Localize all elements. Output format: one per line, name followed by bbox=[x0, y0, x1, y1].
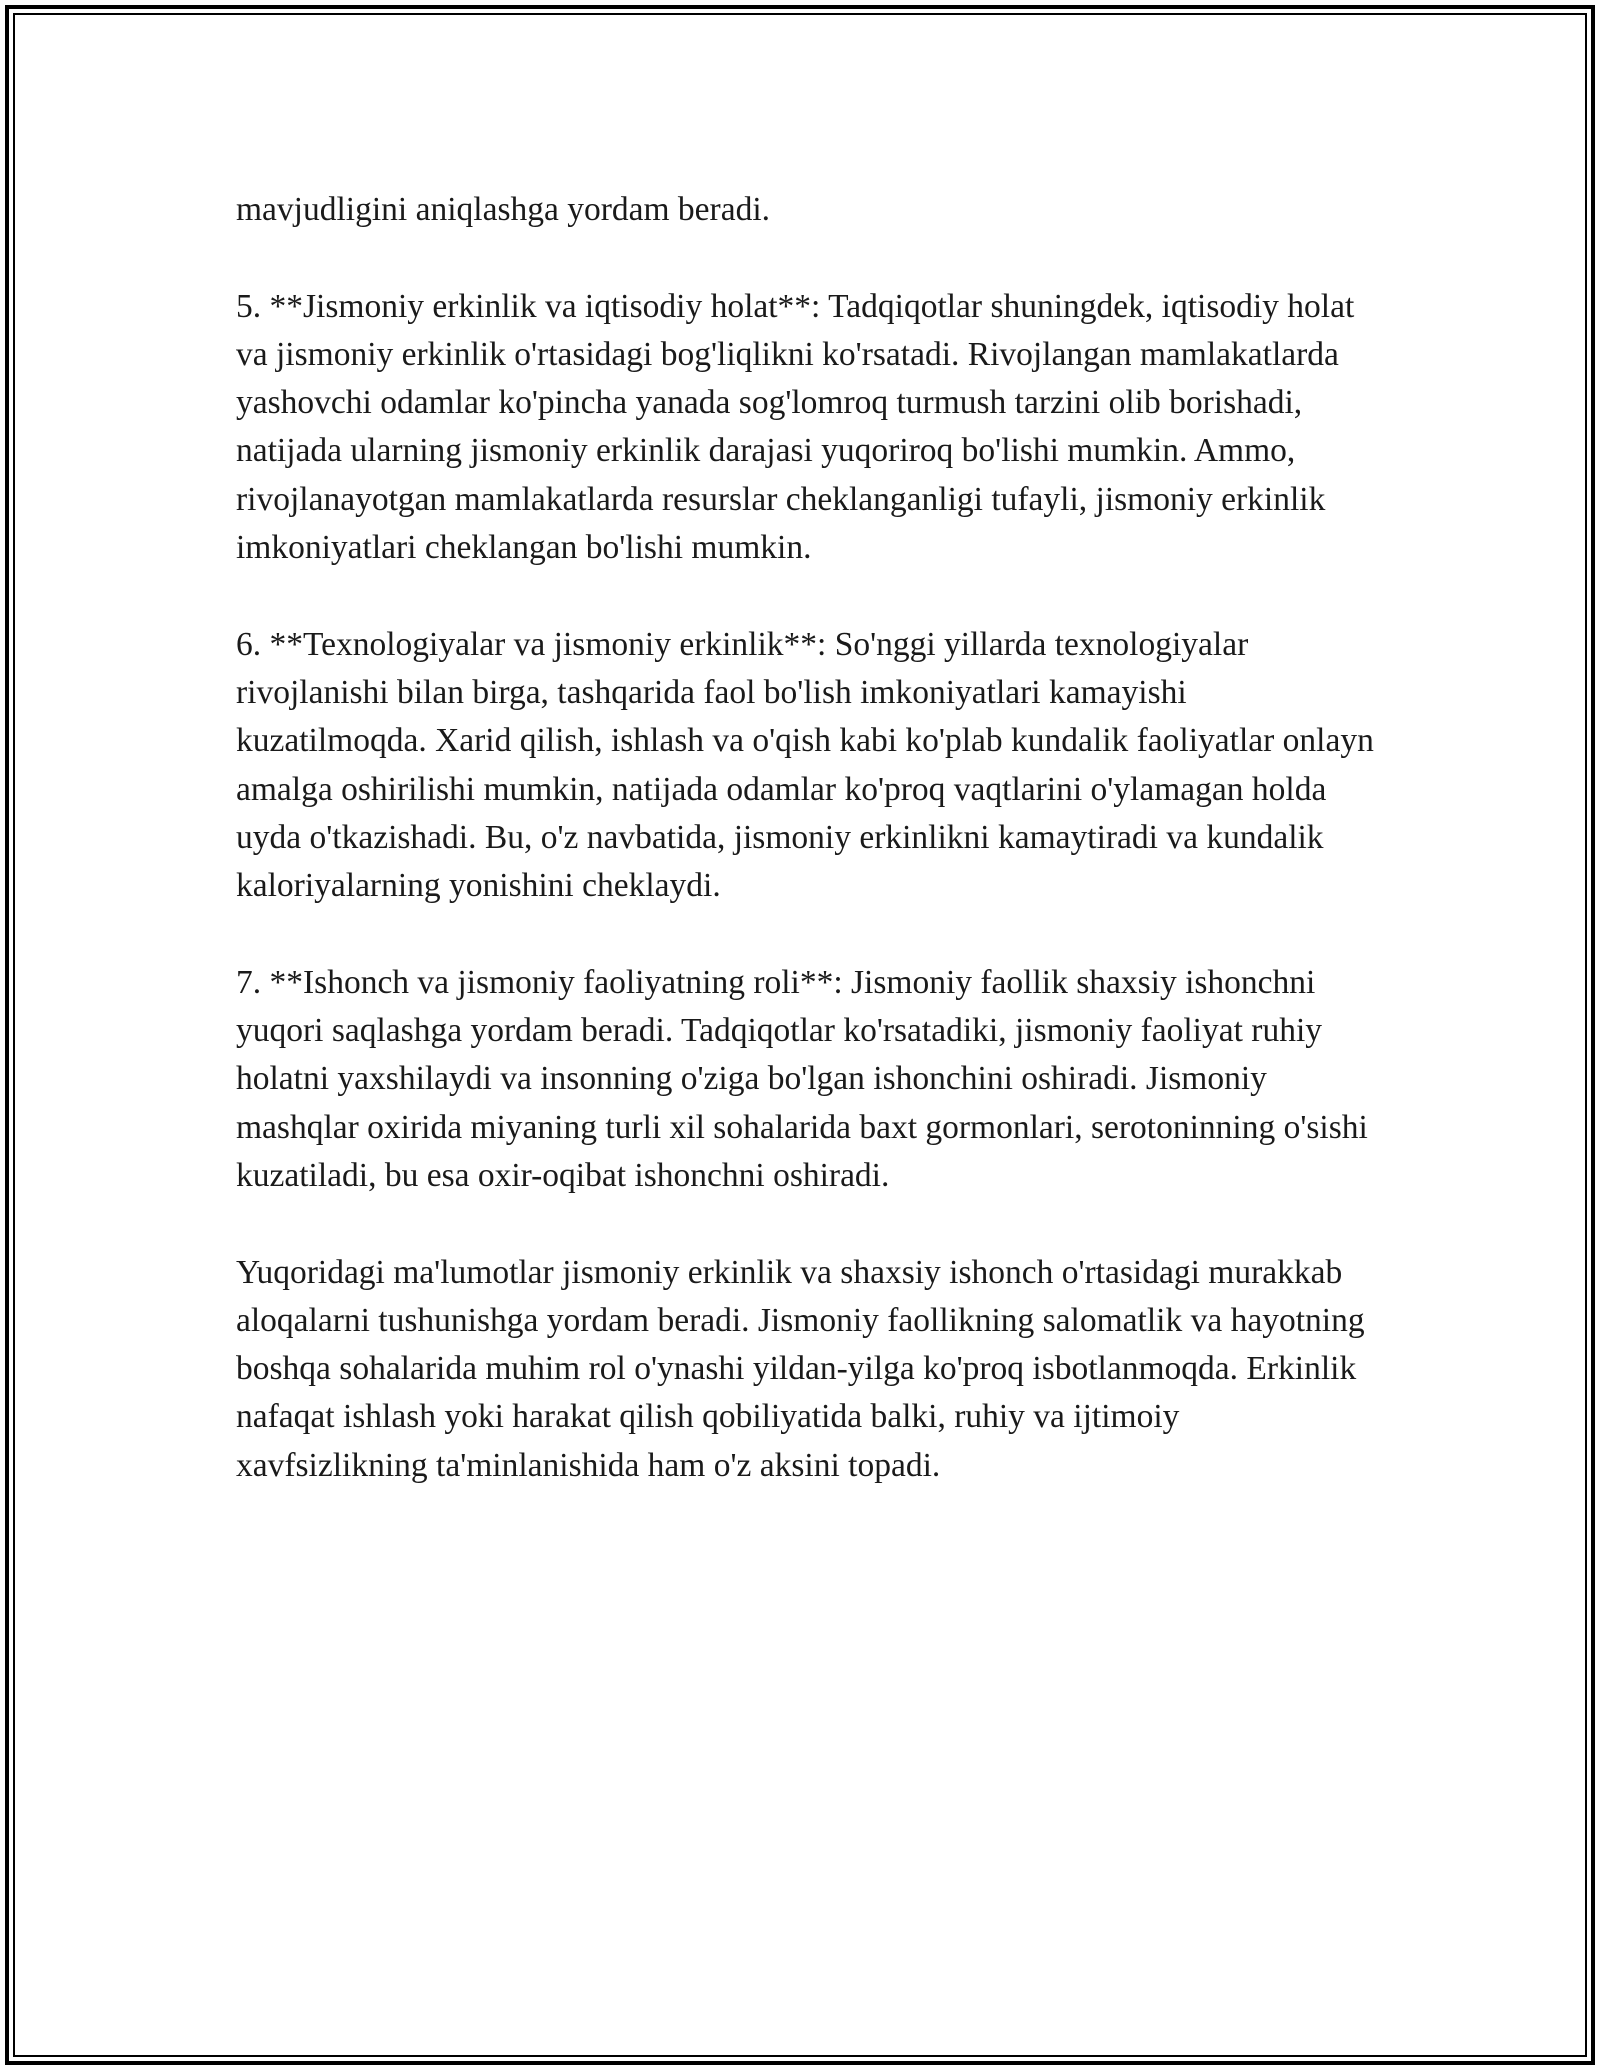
paragraph-item-7: 7. **Ishonch va jismoniy faoliyatning roli**: Jismoniy faollik shaxsiy ishonchni yuqori saqlashga yordam beradi. Tadqiqotlar ko'rsatadiki, jismoniy faoliyat ruhiy holatni yaxshilaydi va insonning o'ziga bo'lgan ishonchini oshiradi. Jismoniy mashqlar oxirida miyaning turli xil sohalarida baxt gormonlari, serotoninning o'sishi kuzatiladi, bu esa oxir-oqibat ishonchni oshiradi. bbox=[236, 963, 1368, 1194]
paragraph-continuation: mavjudligini aniqlashga yordam beradi. bbox=[236, 191, 771, 228]
document-body bbox=[236, 186, 1376, 1538]
paragraph-item-6: 6. **Texnologiyalar va jismoniy erkinlik**: So'nggi yillarda texnologiyalar rivojlanishi bilan birga, tashqarida faol bo'lish imkoniyatlari kamayishi kuzatilmoqda. Xarid qilish, ishlash va o'qish kabi ko'plab kundalik faoliyatlar onlayn amalga oshirilishi mumkin, natijada odamlar ko'proq vaqtlarini o'ylamagan holda uyda o'tkazishadi. Bu, o'z navbatida, jismoniy erkinlikni kamaytiradi va kundalik kaloriyalarning yonishini cheklaydi. bbox=[236, 625, 1374, 905]
paragraph-item-5: 5. **Jismoniy erkinlik va iqtisodiy holat**: Tadqiqotlar shuningdek, iqtisodiy holat va jismoniy erkinlik o'rtasidagi bog'liqlikni ko'rsatadi. Rivojlangan mamlakatlarda yashovchi odamlar ko'pincha yanada sog'lomroq turmush tarzini olib borishadi, natijada ularning jismoniy erkinlik darajasi yuqoriroq bo'lishi mumkin. Ammo, rivojlanayotgan mamlakatlarda resurslar cheklanganligi tufayli, jismoniy erkinlik imkoniyatlari cheklangan bo'lishi mumkin. bbox=[236, 287, 1355, 567]
paragraph-conclusion: Yuqoridagi ma'lumotlar jismoniy erkinlik va shaxsiy ishonch o'rtasidagi murakkab aloqalarni tushunishga yordam beradi. Jismoniy faollikning salomatlik va hayotning boshqa sohalarida muhim rol o'ynashi yildan-yilga ko'proq isbotlanmoqda. Erkinlik nafaqat ishlash yoki harakat qilish qobiliyatida balki, ruhiy va ijtimoiy xavfsizlikning ta'minlanishida ham o'z aksini topadi. bbox=[236, 1253, 1365, 1484]
